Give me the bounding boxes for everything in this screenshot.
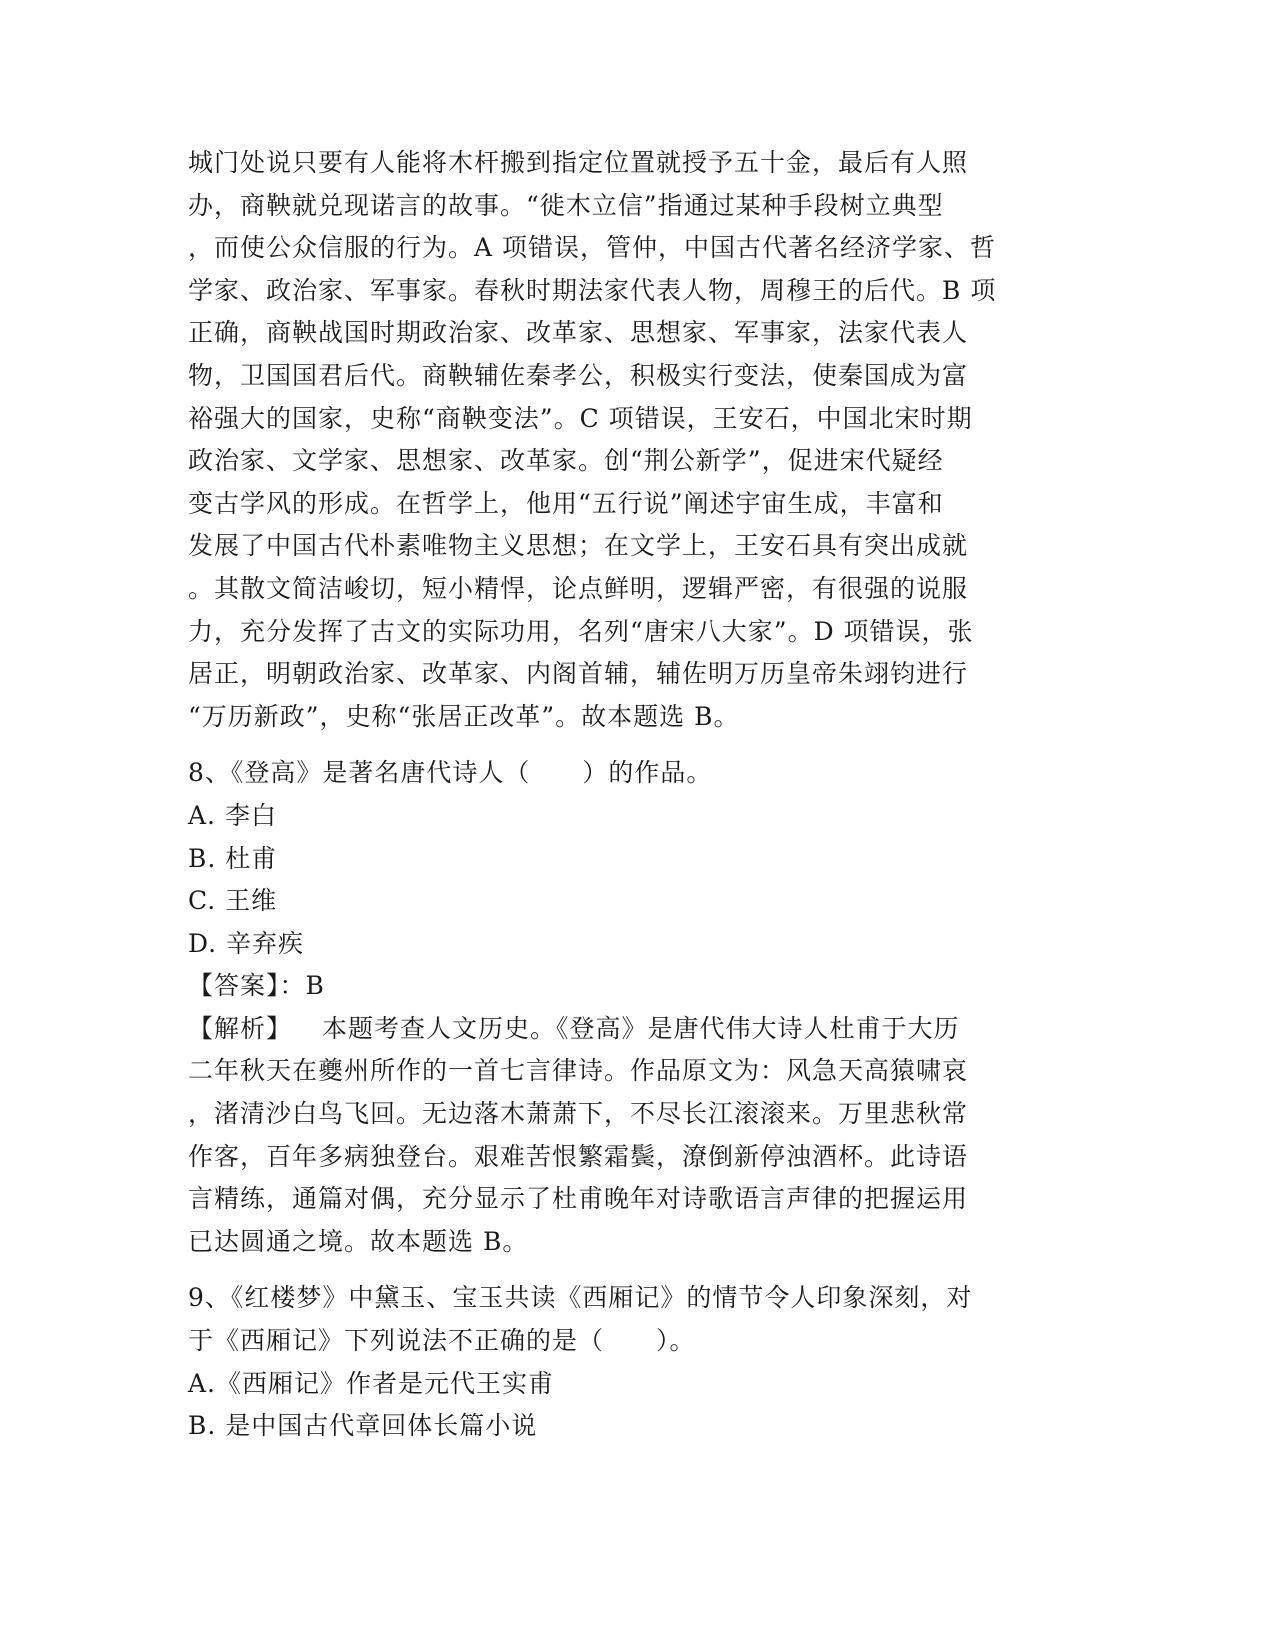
text-line: 办，商鞅就兑现诺言的故事。“徙木立信”指通过某种手段树立典型	[188, 190, 944, 220]
text-line: 居正，明朝政治家、改革家、内阁首辅，辅佐明万历皇帝朱翊钧进行	[188, 659, 969, 689]
text-line: 政治家、文学家、思想家、改革家。创“荆公新学”，促进宋代疑经	[188, 446, 944, 476]
option-d: D. 辛弃疾	[188, 928, 305, 958]
text-line: 发展了中国古代朴素唯物主义思想；在文学上，王安石具有突出成就	[188, 531, 969, 561]
text-line: 城门处说只要有人能将木杆搬到指定位置就授予五十金，最后有人照	[188, 148, 969, 177]
text-line: ，而使公众信服的行为。A 项错误，管仲，中国古代著名经济学家、哲	[188, 233, 997, 263]
text-line: 学家、政治家、军事家。春秋时期法家代表人物，周穆王的后代。B 项	[188, 275, 997, 305]
text-line: 物，卫国国君后代。商鞅辅佐秦孝公，积极实行变法，使秦国成为富	[188, 360, 969, 390]
analysis-first-line	[188, 1008, 1078, 1051]
document-page	[188, 142, 1078, 1448]
text-line: 已达圆通之境。故本题选 B。	[188, 1226, 529, 1256]
q7-analysis-continuation	[188, 142, 1078, 738]
question-stem: 于《西厢记》下列说法不正确的是（ ）。	[188, 1326, 696, 1356]
option-c: C. 王维	[188, 886, 278, 916]
text-line: 作客，百年多病独登台。艰难苦恨繁霜鬓，潦倒新停浊酒杯。此诗语	[188, 1141, 969, 1171]
question-8	[188, 752, 1078, 1263]
option-a: A. 李白	[188, 800, 277, 830]
question-stem: 8、《登高》是著名唐代诗人（ ）的作品。	[188, 758, 713, 788]
text-line: 力，充分发挥了古文的实际功用，名列“唐宋八大家”。D 项错误，张	[188, 616, 974, 646]
question-9	[188, 1277, 1078, 1447]
analysis-label: 【解析】	[188, 1013, 293, 1043]
question-stem: 9、《红楼梦》中黛玉、宝玉共读《西厢记》的情节令人印象深刻，对	[188, 1283, 973, 1313]
analysis-text: 本题考查人文历史。《登高》是唐代伟大诗人杜甫于大历	[322, 1013, 960, 1043]
text-line: “万历新政”，史称“张居正改革”。故本题选 B。	[188, 701, 740, 731]
text-line: 。其散文简洁峻切，短小精悍，论点鲜明，逻辑严密，有很强的说服	[188, 573, 969, 603]
text-line: 二年秋天在夔州所作的一首七言律诗。作品原文为：风急天高猿啸哀	[188, 1056, 969, 1086]
answer-label: 【答案】	[188, 971, 280, 1001]
option-b: B. 是中国古代章回体长篇小说	[188, 1411, 538, 1441]
text-line: 言精练，通篇对偶，充分显示了杜甫晚年对诗歌语言声律的把握运用	[188, 1184, 969, 1214]
text-line: 裕强大的国家，史称“商鞅变法”。C 项错误，王安石，中国北宋时期	[188, 403, 973, 433]
text-line: 正确，商鞅战国时期政治家、改革家、思想家、军事家，法家代表人	[188, 318, 969, 348]
option-a: A.《西厢记》作者是元代王实甫	[188, 1368, 555, 1398]
text-line: ，渚清沙白鸟飞回。无边落木萧萧下，不尽长江滚滚来。万里悲秋常	[188, 1099, 969, 1129]
answer-line	[188, 965, 1078, 1008]
option-b: B. 杜甫	[188, 843, 278, 873]
answer-value: ：B	[279, 971, 325, 1001]
text-line: 变古学风的形成。在哲学上，他用“五行说”阐述宇宙生成，丰富和	[188, 488, 944, 518]
